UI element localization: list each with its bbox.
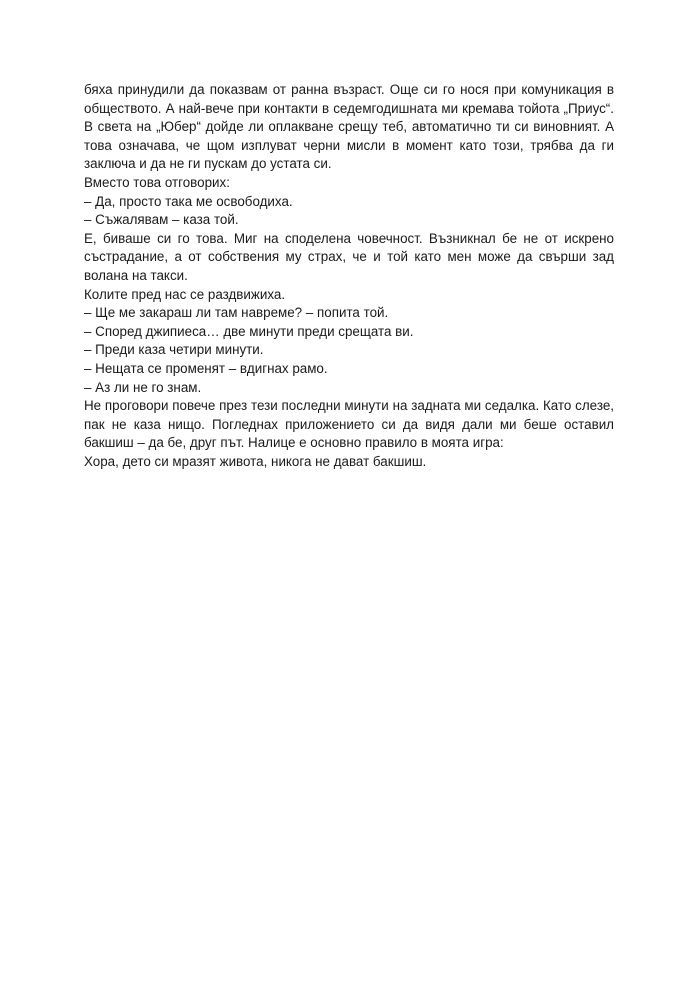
dialogue-line: – Да, просто така ме освободиха.	[84, 193, 293, 209]
dialogue-line: – Преди каза четири минути.	[84, 342, 264, 358]
paragraph: бяха принудили да показвам от ранна възраст. Още си го нося при комуникация в обществото. А най-вече при контакти в седемгодишната ми кремава тойота „Приус“. В света на „Юбер“ дойде ли оплакване срещу теб, автоматично ти си виновният. А това означава, че щом изплуват черни мисли в момент като този, трябва да ги заключа и да не ги пускам до устата си.	[84, 82, 614, 172]
dialogue-line: – Съжалявам – каза той.	[84, 212, 239, 228]
body-text	[84, 81, 614, 471]
paragraph: Хора, дето си мразят живота, никога не дават бакшиш.	[84, 453, 427, 469]
dialogue-line: – Ще ме закараш ли там навреме? – попита той.	[84, 305, 389, 321]
dialogue-line: – Нещата се променят – вдигнах рамо.	[84, 360, 328, 376]
paragraph: Колите пред нас се раздвижиха.	[84, 286, 286, 302]
paragraph: Вместо това отговорих:	[84, 174, 230, 190]
dialogue-line: – Според джипиеса… две минути преди срещата ви.	[84, 323, 414, 339]
paragraph: Е, биваше си го това. Миг на споделена човечност. Възникнал бе не от искрено състрадание, а от собствения му страх, че и той като мен може да свърши зад волана на такси.	[84, 230, 614, 283]
paragraph: Не проговори повече през тези последни минути на задната ми седалка. Като слезе, пак не каза нищо. Погледнах приложението си да видя дали ми беше оставил бакшиш – да бе, друг път. Налице е основно правило в моята игра:	[84, 398, 614, 451]
dialogue-line: – Аз ли не го знам.	[84, 379, 202, 395]
